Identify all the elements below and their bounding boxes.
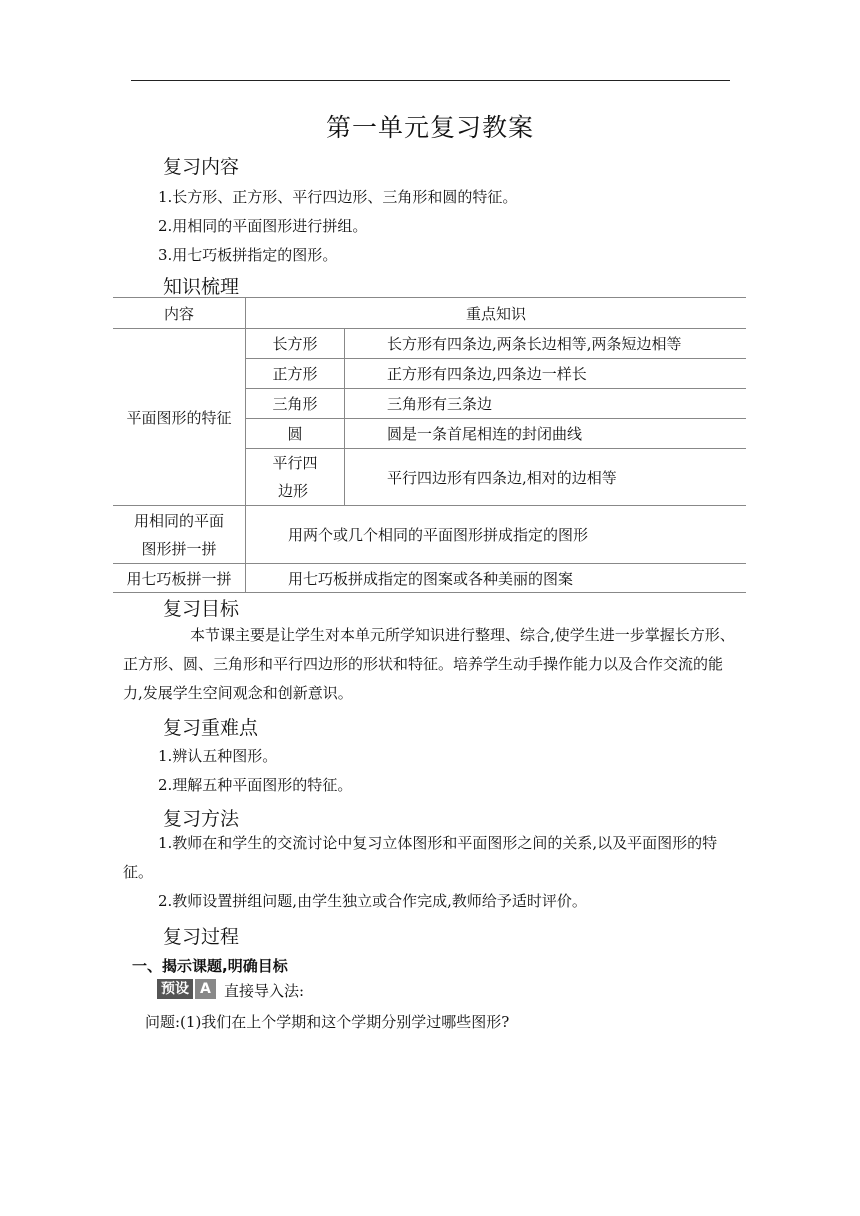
badge-description: 直接导入法: bbox=[224, 982, 305, 1000]
heading-process: 复习过程 bbox=[163, 926, 240, 948]
knowledge-cell: 正方形有四条边,四条边一样长 bbox=[345, 359, 747, 389]
question-line: 问题:(1)我们在上个学期和这个学期分别学过哪些图形? bbox=[145, 1013, 510, 1031]
header-content: 内容 bbox=[113, 298, 246, 329]
method-item-2: 2.教师设置拼组问题,由学生独立或合作完成,教师给予适时评价。 bbox=[158, 892, 587, 910]
shape-line-1: 平行四 bbox=[272, 454, 318, 472]
header-rule bbox=[131, 80, 730, 81]
header-key-knowledge: 重点知识 bbox=[246, 298, 747, 329]
shape-cell: 正方形 bbox=[246, 359, 345, 389]
content-item-2: 2.用相同的平面图形进行拼组。 bbox=[158, 217, 368, 235]
shape-cell bbox=[246, 449, 345, 506]
shape-line-2: 边形 bbox=[278, 482, 309, 500]
knowledge-cell: 三角形有三条边 bbox=[345, 389, 747, 419]
heading-goals: 复习目标 bbox=[163, 598, 240, 620]
heading-methods: 复习方法 bbox=[163, 808, 240, 830]
shape-cell: 长方形 bbox=[246, 329, 345, 359]
method-item-1: 1.教师在和学生的交流讨论中复习立体图形和平面图形之间的关系,以及平面图形的特征。 bbox=[123, 834, 718, 881]
shape-cell: 三角形 bbox=[246, 389, 345, 419]
preset-badge bbox=[157, 979, 216, 999]
knowledge-cell: 圆是一条首尾相连的封闭曲线 bbox=[345, 419, 747, 449]
heading-difficulties: 复习重难点 bbox=[163, 717, 259, 739]
difficulty-item-2: 2.理解五种平面图形的特征。 bbox=[158, 776, 353, 794]
heading-review-content: 复习内容 bbox=[163, 156, 240, 178]
row-label-tangram: 用七巧板拼一拼 bbox=[113, 564, 246, 593]
row-label-same-shapes bbox=[113, 506, 246, 564]
process-step-1: 一、揭示课题,明确目标 bbox=[132, 957, 288, 975]
table-row bbox=[113, 329, 746, 359]
label-line-2: 图形拼一拼 bbox=[141, 539, 217, 558]
badge-letter: A bbox=[195, 979, 216, 999]
knowledge-cell: 长方形有四条边,两条长边相等,两条短边相等 bbox=[345, 329, 747, 359]
page-title: 第一单元复习教案 bbox=[325, 113, 534, 142]
knowledge-cell: 平行四边形有四条边,相对的边相等 bbox=[345, 449, 747, 506]
heading-knowledge: 知识梳理 bbox=[163, 276, 240, 298]
goals-paragraph: 本节课主要是让学生对本单元所学知识进行整理、综合,使学生进一步掌握长方形、正方形、圆、三角形和平行四边形的形状和特征。培养学生动手操作能力以及合作交流的能力,发展学生空间观念和创新意识。 bbox=[123, 626, 735, 702]
knowledge-cell: 用两个或几个相同的平面图形拼成指定的图形 bbox=[246, 506, 747, 564]
badge-label: 预设 bbox=[157, 979, 193, 999]
label-line-1: 用相同的平面 bbox=[133, 511, 224, 530]
table-header-row bbox=[113, 298, 746, 329]
table-row bbox=[113, 506, 746, 564]
knowledge-table bbox=[113, 297, 746, 593]
table-row bbox=[113, 564, 746, 593]
content-item-1: 1.长方形、正方形、平行四边形、三角形和圆的特征。 bbox=[158, 188, 518, 206]
knowledge-cell: 用七巧板拼成指定的图案或各种美丽的图案 bbox=[246, 564, 747, 593]
content-item-3: 3.用七巧板拼指定的图形。 bbox=[158, 246, 338, 264]
group-label-features: 平面图形的特征 bbox=[113, 329, 246, 506]
difficulty-item-1: 1.辨认五种图形。 bbox=[158, 747, 278, 765]
shape-cell: 圆 bbox=[246, 419, 345, 449]
